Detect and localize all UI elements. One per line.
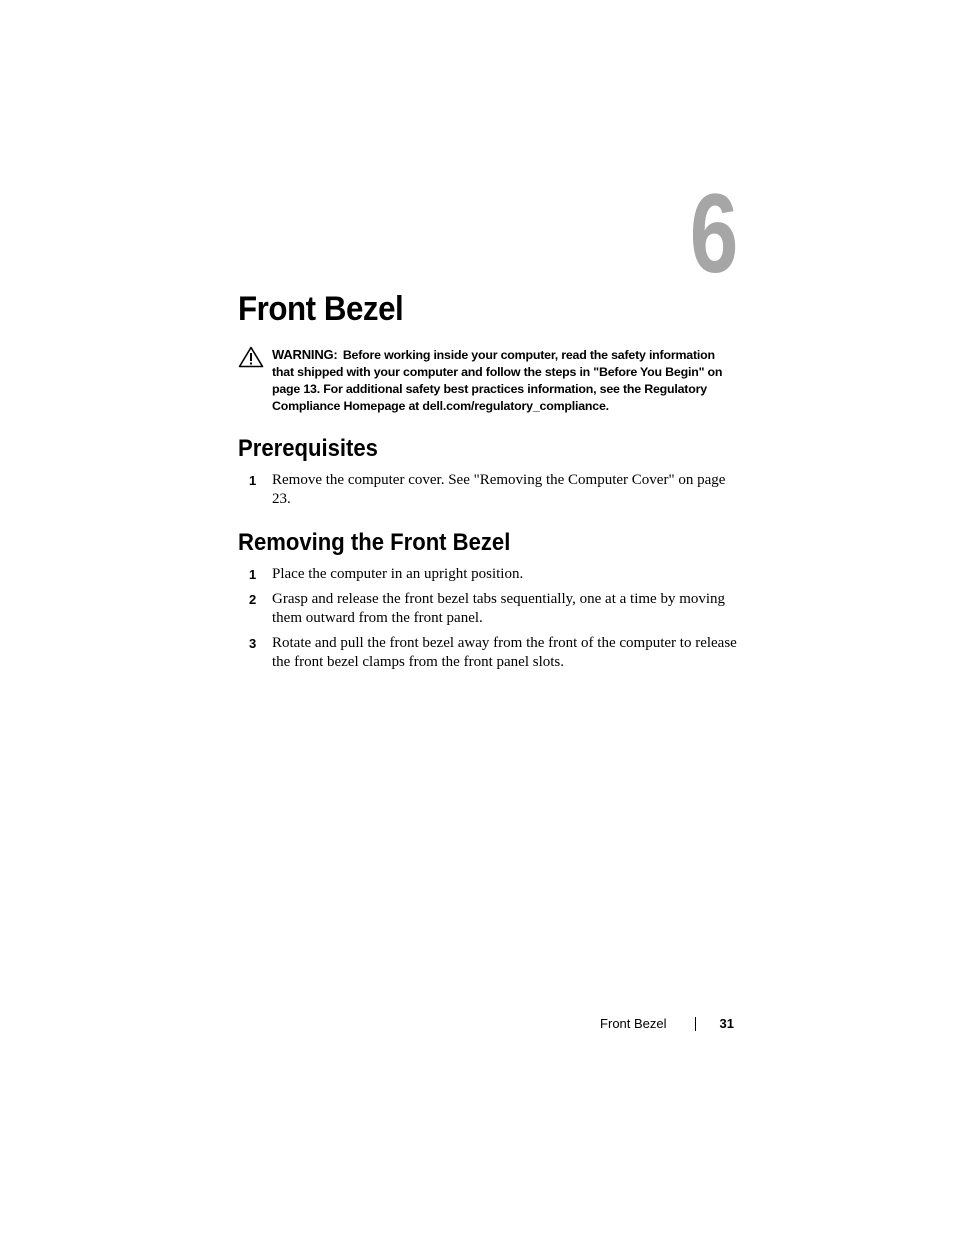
step-item [238, 565, 738, 584]
warning-body: Before working inside your computer, read the safety information that shipped with your computer and follow the steps in "Before You Begin" on page 13. For additional safety best practices information, see the Regulatory Compliance Homepage at dell.com/regulatory_compliance. [272, 348, 723, 413]
chapter-number: 6 [689, 171, 738, 296]
removing-steps [238, 565, 738, 678]
page-footer [600, 1015, 734, 1033]
step-item [238, 634, 738, 672]
warning-notice [238, 346, 728, 415]
footer-section-title: Front Bezel [600, 1016, 667, 1031]
step-number: 2 [249, 592, 257, 607]
step-number: 1 [249, 567, 257, 582]
step-text: Rotate and pull the front bezel away from the front of the computer to release the front bezel clamps from the front panel slots. [272, 635, 737, 670]
warning-label: WARNING: [272, 347, 338, 362]
page-number: 31 [719, 1016, 734, 1031]
step-number: 3 [249, 636, 257, 651]
page-title: Front Bezel [238, 290, 404, 328]
step-text: Grasp and release the front bezel tabs sequentially, one at a time by moving them outward from the front panel. [272, 591, 726, 626]
warning-text [272, 346, 728, 415]
step-item [238, 590, 738, 628]
step-number: 1 [249, 473, 257, 488]
step-item [238, 471, 738, 509]
prerequisites-heading: Prerequisites [238, 435, 378, 462]
removing-heading: Removing the Front Bezel [238, 529, 511, 556]
warning-triangle-icon [238, 346, 264, 368]
prerequisites-steps [238, 471, 738, 515]
step-text: Place the computer in an upright position. [272, 566, 524, 582]
step-text: Remove the computer cover. See "Removing the Computer Cover" on page 23. [272, 472, 726, 507]
footer-divider [695, 1017, 696, 1031]
